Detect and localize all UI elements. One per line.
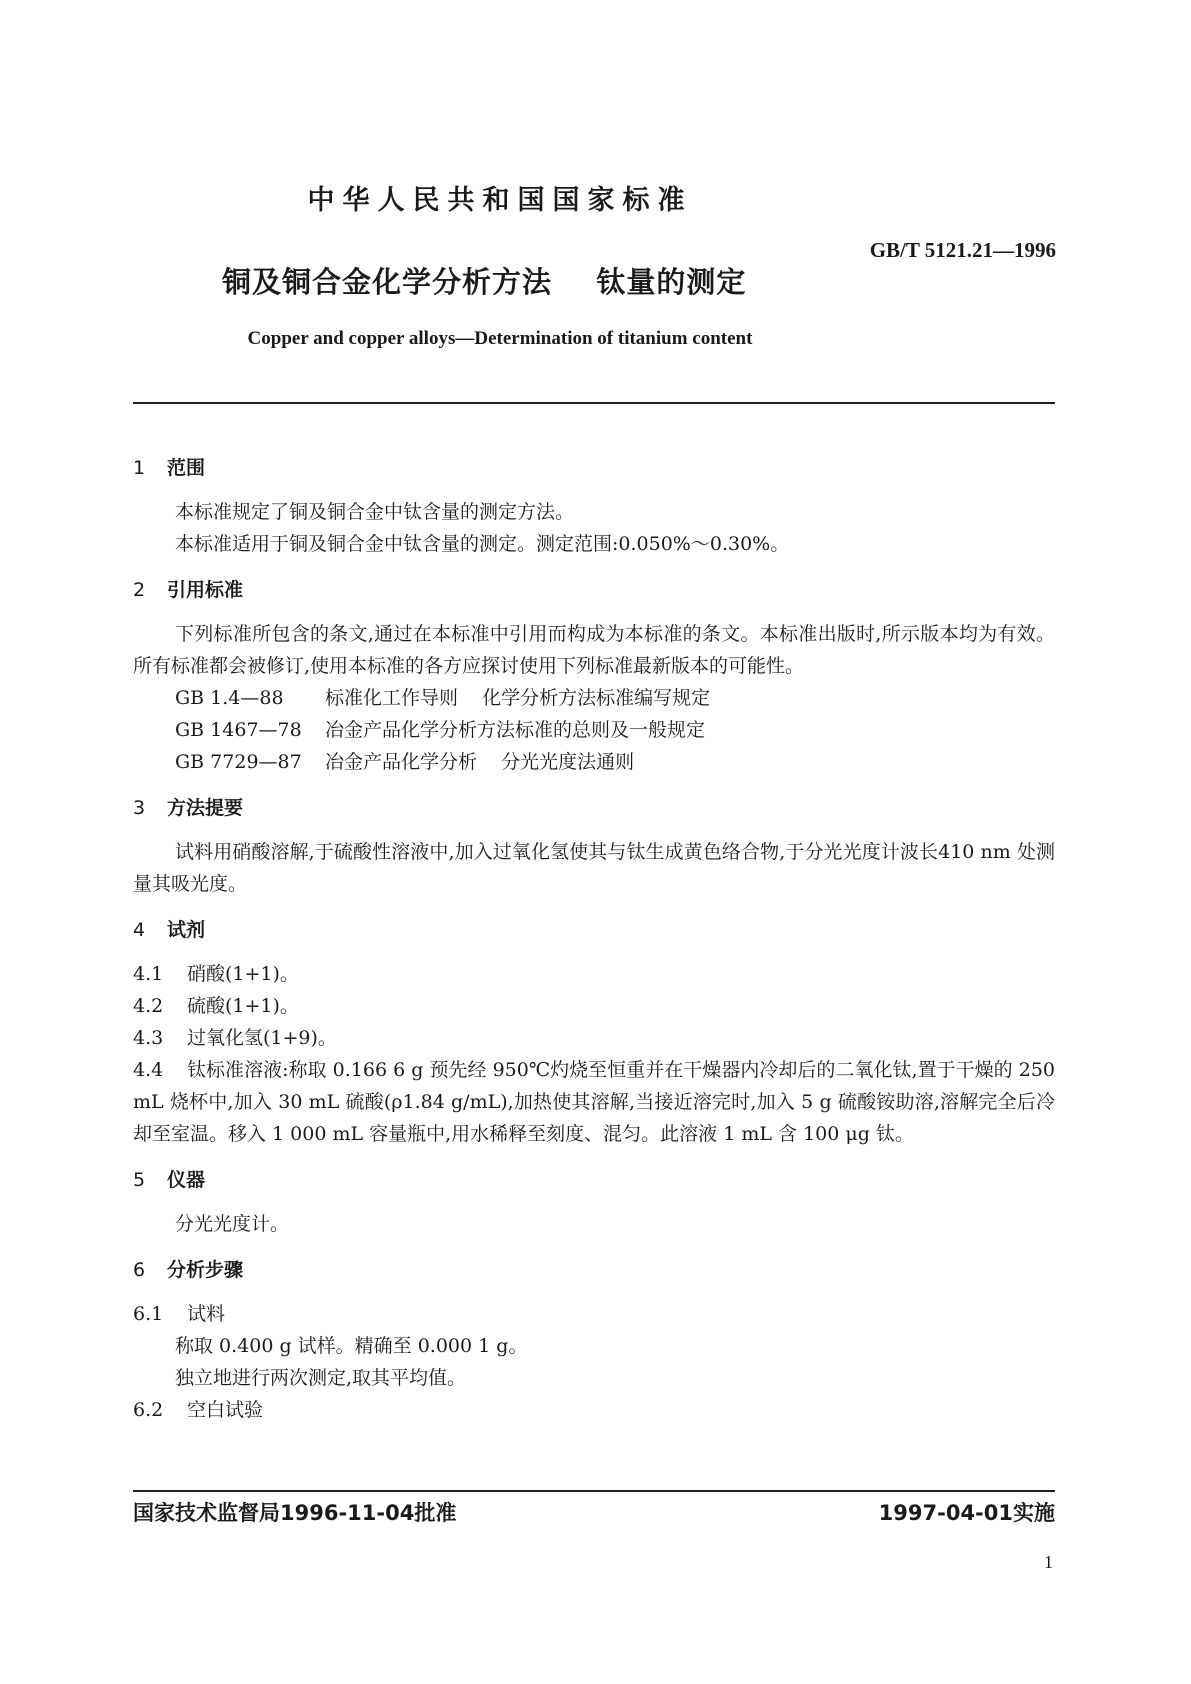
reference-code: GB 1.4—88 — [175, 687, 284, 709]
item-text: 钛标准溶液:称取 0.166 6 g 预先经 950℃灼烧至恒重并在干燥器内冷却后的二氧化钛,置于干燥的 250 mL 烧杯中,加入 30 mL 硫酸(ρ1.84 g/mL),加热使其溶解,当接近溶完时,加入 5 g 硫酸铵助溶,溶解完全后冷却至室温。移入 1 000 mL 容量瓶中,用水稀释至刻度、混匀。此溶液 1 mL 含 100 μg 钛。 — [133, 1059, 1055, 1145]
subsection-title: 空白试验 — [187, 1399, 264, 1421]
reference-code: GB 7729—87 — [175, 751, 302, 773]
section-number: 5 — [133, 1169, 146, 1191]
reference-item — [133, 746, 1055, 778]
english-subtitle: Copper and copper alloys—Determination of titanium content — [247, 328, 753, 349]
section-title: 分析步骤 — [167, 1259, 244, 1281]
section-title: 范围 — [167, 457, 206, 479]
reference-title: 冶金产品化学分析 分光光度法通则 — [325, 751, 635, 773]
item-number: 6.2 — [133, 1399, 164, 1421]
paragraph: 本标准规定了铜及铜合金中钛含量的测定方法。 — [175, 501, 575, 523]
reference-title: 标准化工作导则 化学分析方法标准编写规定 — [325, 687, 711, 709]
paragraph: 称取 0.400 g 试样。精确至 0.000 1 g。 — [175, 1335, 528, 1357]
section-6-heading — [133, 1254, 1055, 1286]
header-rule — [133, 402, 1055, 404]
section-2-heading — [133, 574, 1055, 606]
item-number: 4.3 — [133, 1027, 164, 1049]
item-text: 过氧化氢(1+9)。 — [187, 1027, 337, 1049]
paragraph: 分光光度计。 — [175, 1213, 290, 1235]
document-body — [133, 452, 1055, 1426]
section-title: 引用标准 — [167, 579, 244, 601]
page-number: 1 — [1044, 1552, 1053, 1572]
section-number: 6 — [133, 1259, 146, 1281]
section-title: 方法提要 — [167, 797, 244, 819]
subsection-6-1 — [133, 1298, 1055, 1330]
reagent-item — [133, 1022, 1055, 1054]
paragraph: 本标准适用于铜及铜合金中钛含量的测定。测定范围:0.050%～0.30%。 — [175, 533, 790, 555]
paragraph: 试料用硝酸溶解,于硫酸性溶液中,加入过氧化氢使其与钛生成黄色络合物,于分光光度计波长410 nm 处测量其吸光度。 — [133, 841, 1055, 895]
standard-code: GB/T 5121.21—1996 — [869, 238, 1056, 262]
reference-item — [133, 714, 1055, 746]
section-number: 3 — [133, 797, 146, 819]
reference-title: 冶金产品化学分析方法标准的总则及一般规定 — [325, 719, 706, 741]
item-number: 4.2 — [133, 995, 164, 1017]
section-4-heading — [133, 914, 1055, 946]
item-number: 4.4 — [133, 1059, 164, 1081]
reagent-item — [133, 990, 1055, 1022]
section-3-heading — [133, 792, 1055, 824]
item-text: 硝酸(1+1)。 — [187, 963, 299, 985]
item-number: 6.1 — [133, 1303, 164, 1325]
reagent-item-4-4 — [133, 1054, 1055, 1150]
paragraph: 下列标准所包含的条文,通过在本标准中引用而构成为本标准的条文。本标准出版时,所示版本均为有效。所有标准都会被修订,使用本标准的各方应探讨使用下列标准最新版本的可能性。 — [133, 623, 1055, 677]
approval-date: 国家技术监督局1996-11-04批准 — [133, 1501, 457, 1525]
item-text: 硫酸(1+1)。 — [187, 995, 299, 1017]
document-title: 铜及铜合金化学分析方法 钛量的测定 — [222, 265, 747, 299]
section-5-heading — [133, 1164, 1055, 1196]
national-standard-title: 中华人民共和国国家标准 — [307, 185, 693, 216]
implementation-date: 1997-04-01实施 — [878, 1501, 1055, 1525]
footer-rule — [133, 1490, 1055, 1492]
subsection-title: 试料 — [187, 1303, 226, 1325]
section-number: 4 — [133, 919, 146, 941]
subsection-6-2 — [133, 1394, 1055, 1426]
reference-code: GB 1467—78 — [175, 719, 302, 741]
section-title: 仪器 — [167, 1169, 206, 1191]
section-1-heading — [133, 452, 1055, 484]
reagent-item — [133, 958, 1055, 990]
item-number: 4.1 — [133, 963, 164, 985]
section-title: 试剂 — [167, 919, 206, 941]
paragraph: 独立地进行两次测定,取其平均值。 — [175, 1367, 467, 1389]
section-number: 1 — [133, 457, 146, 479]
section-number: 2 — [133, 579, 146, 601]
reference-item — [133, 682, 1055, 714]
